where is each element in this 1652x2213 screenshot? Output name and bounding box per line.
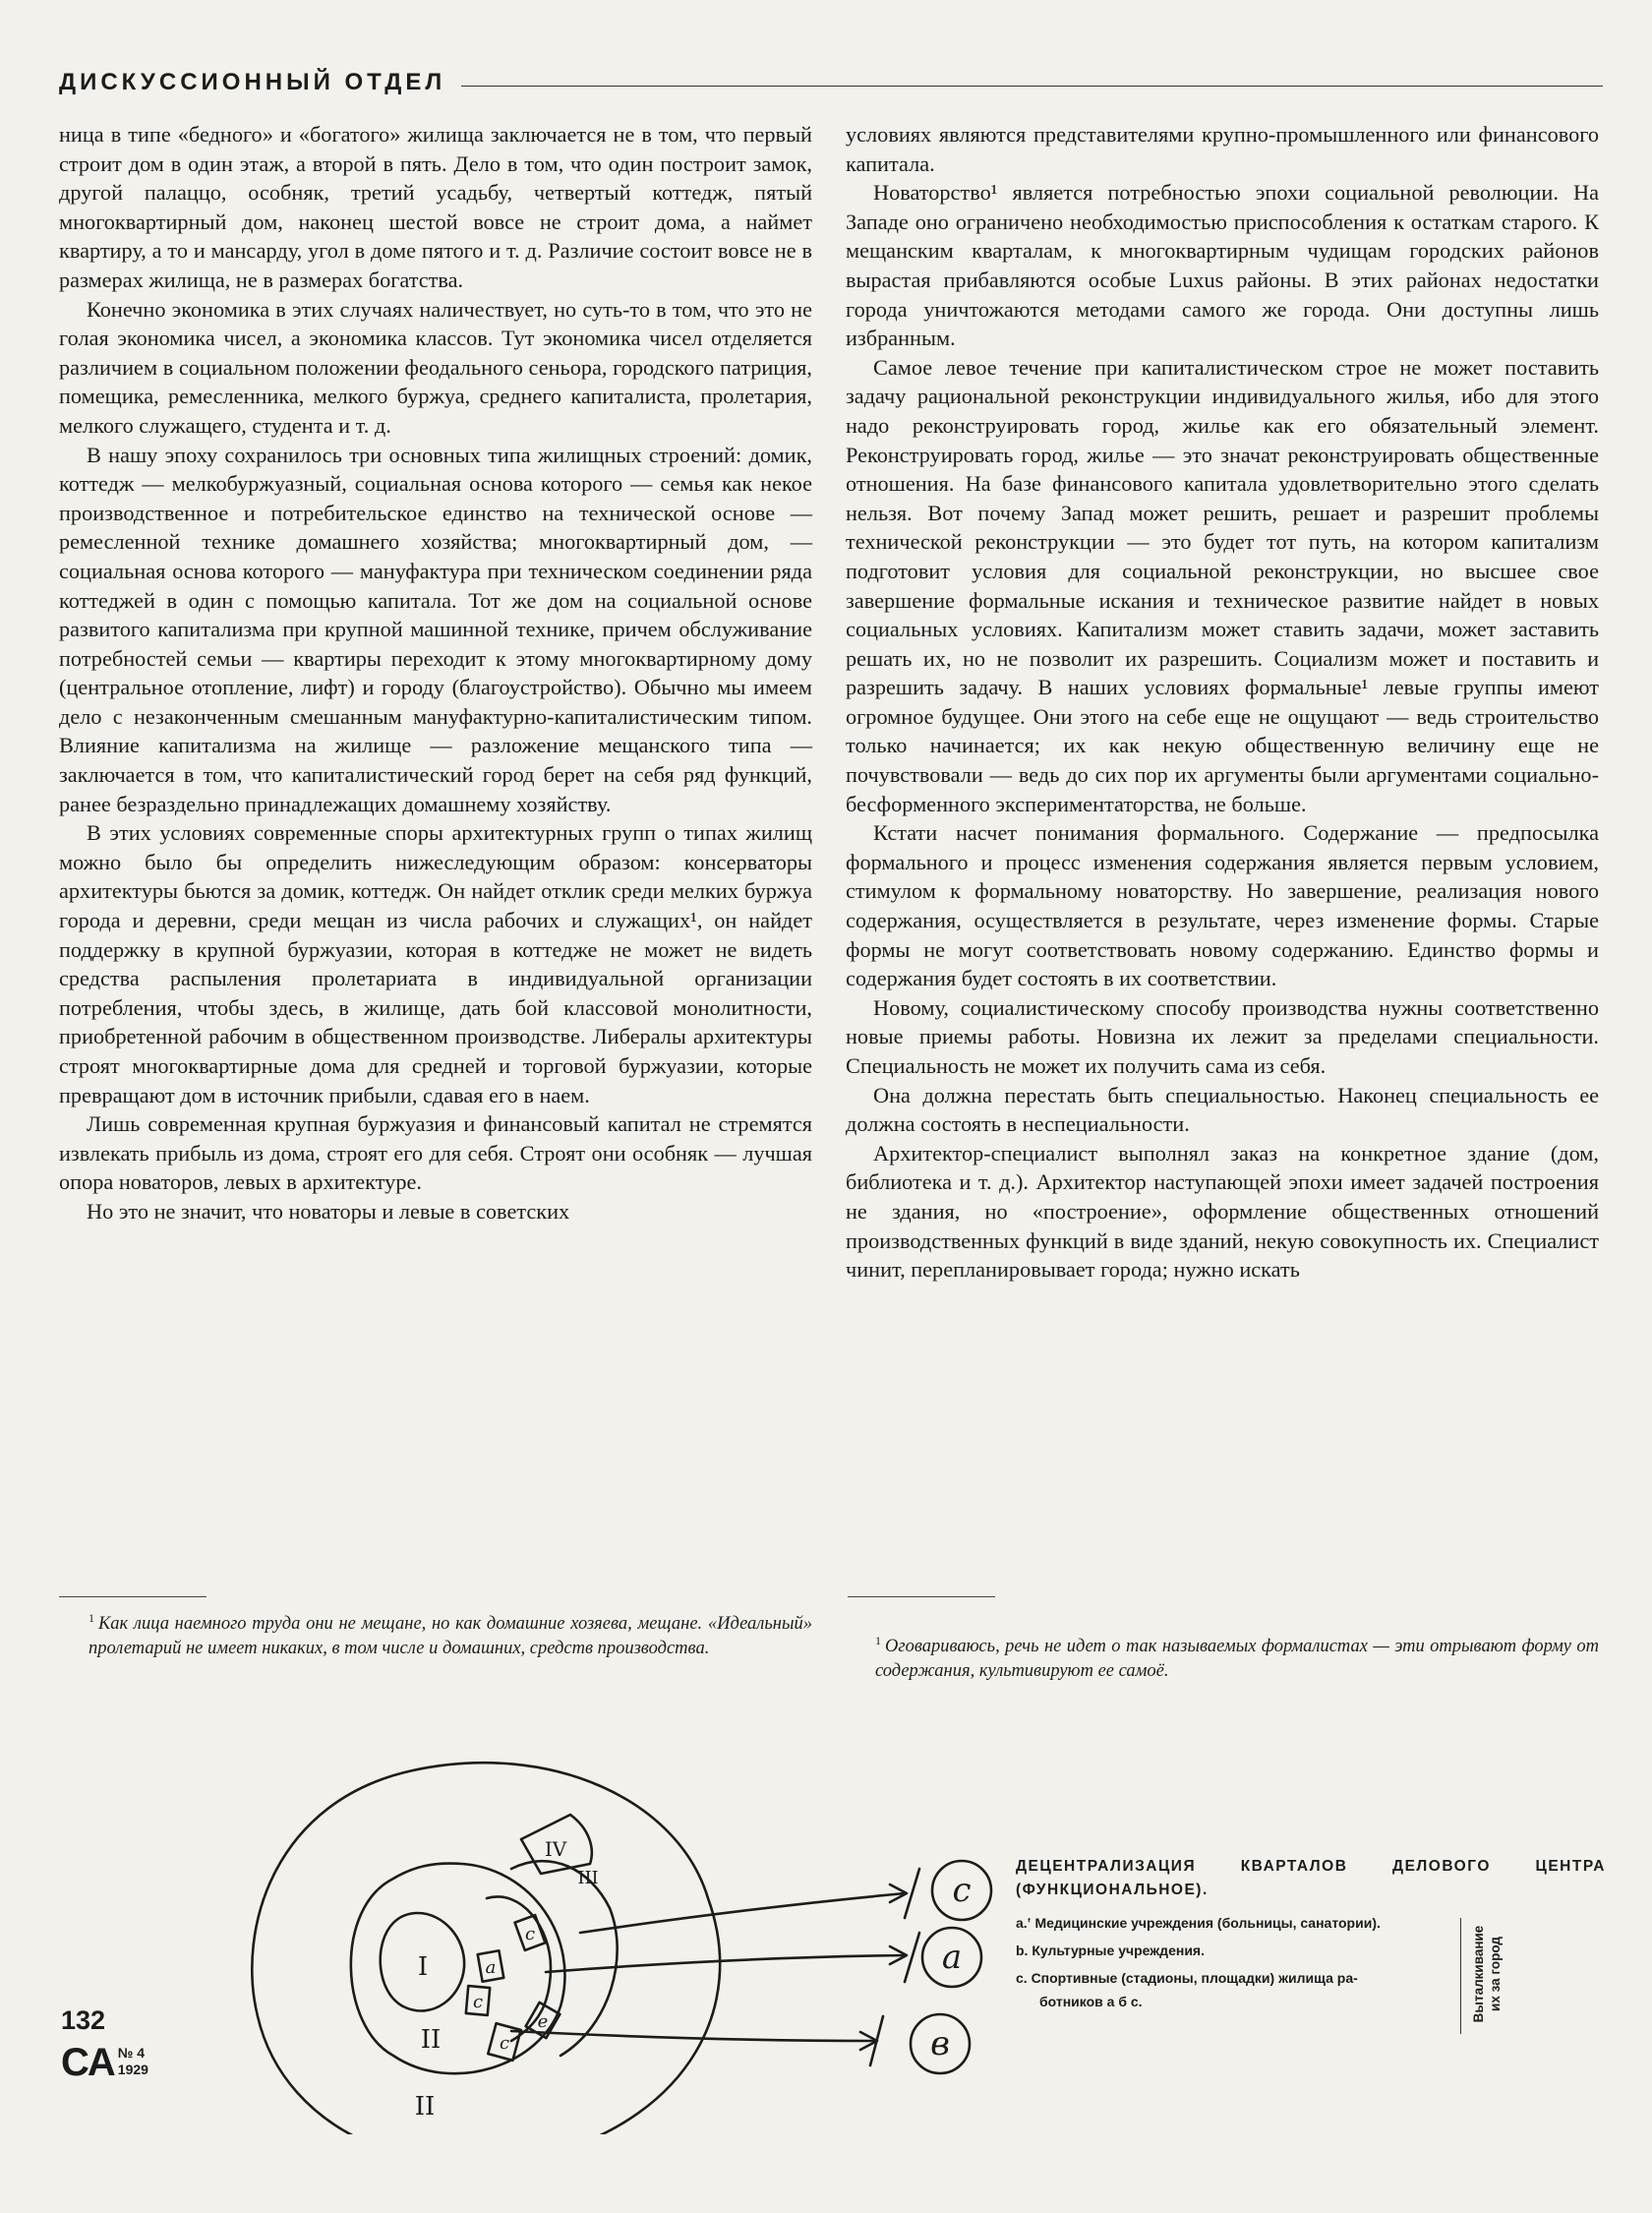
page-number: 132 [61,2005,106,2035]
label-roman-2-inner: II [420,2025,442,2055]
footnote-text: Оговариваюсь, речь не идет о так называемых формалистах — эти отрывают форму от содержания, культивируют ее самоё. [875,1637,1599,1682]
magazine-logo [61,2041,179,2090]
issue-number: № 4 [117,2045,146,2061]
paragraph: Лишь современная крупная буржуазия и финансовый капитал не стремятся извлекать прибыль из дома, строят его для себя. Строят они особняк — лучшая опора новаторов, левых в архитектуре. [59,1111,812,1195]
side-label-line: их за город [1488,1937,1503,2011]
target-letter-b: в [930,2024,950,2063]
paragraph: Конечно экономика в этих случаях наличествует, но суть-то в том, что это не голая экономика чисел, а экономика классов. Тут экономика чисел отделяется различием в социальном положении феодального сеньора, городского патриция, помещика, ремесленника, мелкого буржуа, среднего капиталиста, пролетария, мелкого служащего, студента и т. д. [59,296,812,438]
arrow-a [546,1955,905,1972]
legend-item: c. Спортивные (стадионы, площадки) жилища ра- [1016,1970,1358,1986]
sector-letter: c [499,2033,510,2054]
label-roman-2-outer: II [414,2092,436,2122]
side-label-line: Выталкивание [1471,1925,1486,2023]
sector-letter: e [537,2011,549,2032]
footnote-left [88,1606,812,1661]
paragraph: Архитектор-специалист выполнял заказ на конкретное здание (дом, библиотека и т. д.). Архитектор наступающей эпохи имеет задачей построения не здания, но «построение», оформление общественных отношений производственных функций в виде зданий, некую совокупность их. Специалист чинит, перепланировывает города; нужно искать [846,1140,1599,1283]
footnote-marker: 1 [88,1611,94,1625]
legend-title: ДЕЦЕНТРАЛИЗАЦИЯ КВАРТАЛОВ ДЕЛОВОГО ЦЕНТРА (ФУНКЦИОНАЛЬНОЕ). [1016,1858,1606,1898]
paragraph: Кстати насчет понимания формального. Содержание — предпосылка формального и процесс изменения содержания является первым условием, стимулом к формальному новаторству. Но завершение, реализация нового содержания, осуществляется в результате, через изменение формы. Старые формы не могут соответствовать новому содержанию. Единство формы и содержания будет состоять в их соответствии. [846,820,1599,991]
diagram-legend [1016,1855,1606,2014]
right-column [846,120,1599,1285]
magazine-title: СА [61,2041,115,2084]
paragraph: Новаторство¹ является потребностью эпохи социальной революции. На Западе оно ограничено необходимостью приспособления к остаткам старого. К мещанским кварталам, к многоквартирным чудищам городских районов вырастая прибавляются особые Luxus районы. В этих районах недостатки города уничтожаются методами самого же города. Они доступны лишь избранным. [846,180,1599,351]
outer-ring [252,1763,720,2134]
arrow-c [580,1893,905,1933]
issue-year: 1929 [117,2062,148,2077]
target-letter-a: a [941,1938,963,1977]
label-roman-3: III [577,1868,599,1888]
footnote-marker: 1 [875,1634,881,1647]
left-column [59,120,812,1226]
sector-letter: c [524,1924,536,1944]
paragraph: условиях являются представителями крупно-промышленного или финансового капитала. [846,122,1599,176]
legend-item: b. Культурные учреждения. [1016,1943,1205,1958]
footnote-text: Как лица наемного труда они не мещане, но как домашние хозяева, мещане. «Идеальный» пролетарий не имеет никаких, в том числе и домашних, средств производства. [88,1614,812,1659]
legend-item: ботников а б с. [1039,1994,1143,2009]
footnote-rule-right [848,1596,995,1597]
paragraph: Новому, социалистическому способу производства нужны соответственно новые приемы работы. Новизна их лежит за пределами специальности. Специальность не может их получить сама из себя. [846,994,1599,1078]
paragraph: В этих условиях современные споры архитектурных групп о типах жилищ можно было бы определить нижеследующим образом: консерваторы архитектуры бьются за домик, коттедж. Он найдет отклик среди мелких буржуа города и деревни, среди мещан из числа рабочих и служащих¹, он найдет поддержку в крупной буржуазии, которая в коттедже не может не видеть средства распыления пролетариата в индивидуальной организации потребления, чтобы здесь, в жилище, дать бой классовой монолитности, приобретенной рабочим в общественном производстве. Либералы архитектуры строят многоквартирные дома для средней и торговой буржуазии, которые превращают дом в источник прибыли, сдавая его в наем. [59,820,812,1107]
footnote-rule-left [59,1596,206,1597]
label-roman-1: I [417,1952,429,1982]
paragraph: ница в типе «бедного» и «богатого» жилища заключается не в том, что первый строит дом в один этаж, а второй в пять. Дело в том, что один построит замок, другой палаццо, особняк, третий усадьбу, четвертый коттедж, пятый многоквартирный дом, наконец шестой вовсе не строит дома, а наймет квартиру, а то и мансарду, угол в доме пятого и т. д. Различие состоит вовсе не в размерах жилища, не в размерах богатства. [59,122,812,292]
issue-info [118,2045,148,2078]
sector-letter: c [472,1992,484,2012]
side-label [1470,1915,1505,2033]
sector-letter: a [485,1957,497,1978]
paragraph: Она должна перестать быть специальностью. Наконец специальность ее должна состоять в неспециальности. [846,1082,1599,1137]
label-roman-4: IV [544,1837,567,1861]
middle-ring [351,1864,565,2074]
paragraph: Самое левое течение при капиталистическом строе не может поставить задачу рациональной реконструкции индивидуального жилья, ибо для этого надо реконструировать город, жилье как его обязательный элемент. Реконструировать город, жилье — это значат реконструировать общественные отношения. На базе финансового капитала удовлетворительно этого сделать нельзя. Вот почему Запад может решить, решает и разрешит проблемы технической реконструкции — это будет тот путь, на котором капитализм подготовит условия для социальной реконструкции, но высшее свое завершение формальные искания и техническое развитие найдет в новых социальных условиях. Капитализм может ставить задачи, может заставить решать их, но не позволит их разрешить. Социализм может и поставить и разрешить задачу. В наших условиях формальные¹ левые группы имеют огромное будущее. Они этого на себе еще не ощущают — ведь строительство только начинается; их как некую общественную величину еще не почувствовали — ведь до сих пор их аргументы были аргументами социально-бесформенного экспериментаторства, не больше. [846,354,1599,816]
arrow-b [511,2031,875,2041]
paragraph: Но это не значит, что новаторы и левые в советских [87,1198,570,1224]
header-rule [461,86,1603,87]
section-header [59,63,1603,102]
paragraph: В нашу эпоху сохранилось три основных типа жилищных строений: домик, коттедж — мелкобуржуазный, социальная основа которого — семья как некое производственное и потребительское единство на технической основе — ремесленной технике домашнего хозяйства; многоквартирный дом, — социальная основа которого — мануфактура при техническом соединении ряда коттеджей в один с помощью капитала. Тот же дом на социальной основе развитого капитализма при крупной машинной технике, причем обслуживание потребностей семьи — квартиры переходит к этому многоквартирному дому (центральное отопление, лифт) и городу (благоустройство). Обычно мы имеем дело с незаконченным смешанным мануфактурно-капиталистическим типом. Влияние капитализма на жилище — разложение мещанского типа — заключается в том, что капиталистический город берет на себя ряд функций, ранее безраздельно принадлежащих домашнему хозяйству. [59,442,812,816]
target-letter-c: c [952,1871,972,1910]
legend-item: a.ʽ Медицинские учреждения (больницы, санатории). [1016,1915,1381,1931]
section-title: ДИСКУССИОННЫЙ ОТДЕЛ [59,69,446,95]
